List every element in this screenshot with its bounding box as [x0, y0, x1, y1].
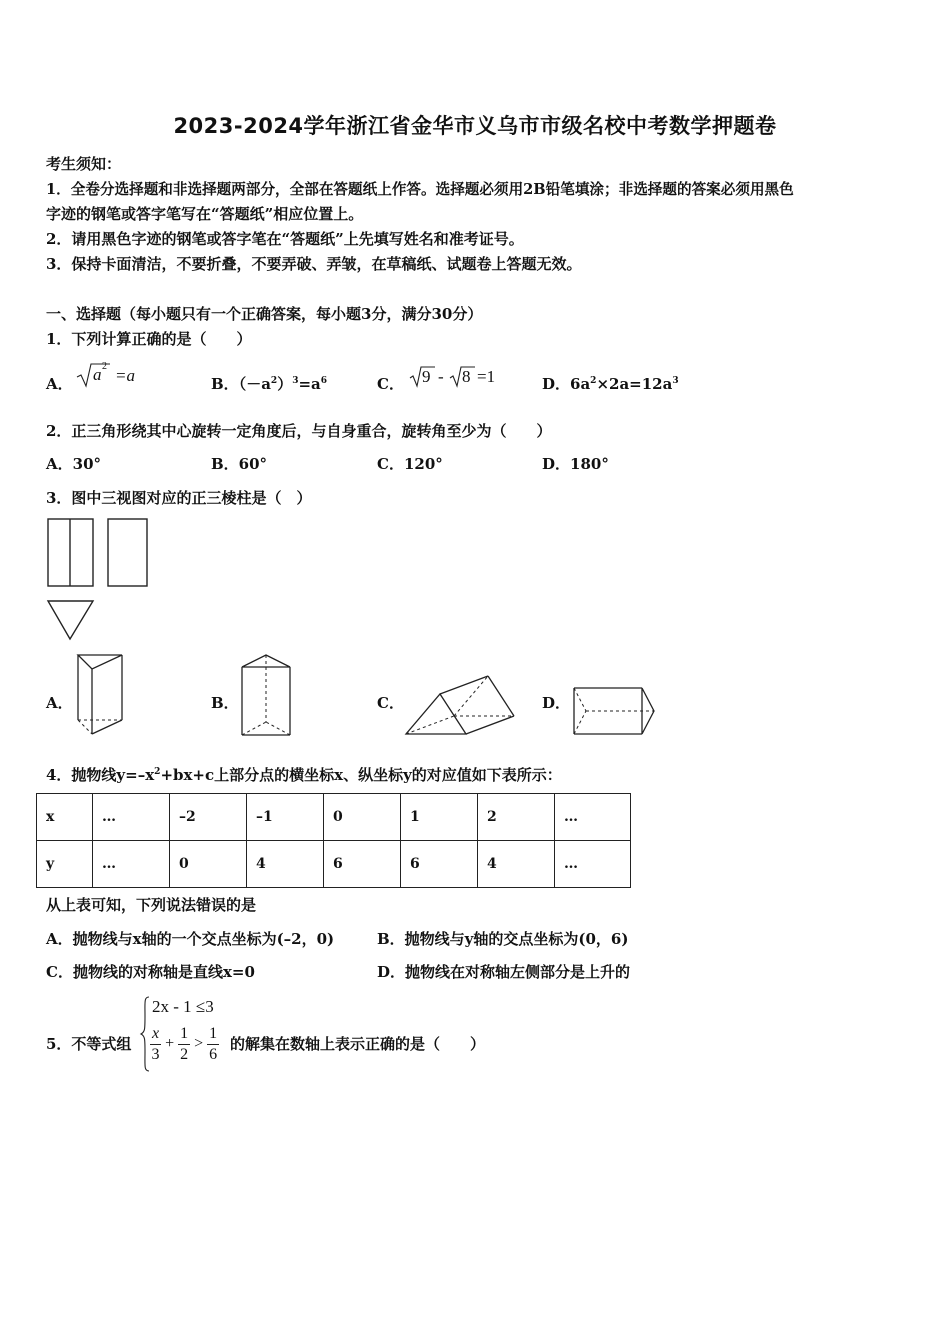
q5-line-2 — [150, 1024, 219, 1065]
notice-line-4: 3．保持卡面清洁，不要折叠，不要弄破、弄皱，在草稿纸、试题卷上答题无效。 — [46, 255, 582, 273]
table-cell: y — [37, 841, 93, 888]
q1-d-label: D． — [542, 375, 571, 393]
table-cell: 4 — [247, 841, 324, 888]
three-view-drawing — [44, 516, 150, 642]
q5-frac-1-den: 3 — [151, 1046, 160, 1063]
q5-frac-2-den: 2 — [180, 1046, 189, 1063]
q1-b-post: =a — [298, 375, 321, 393]
q1-d-exp1: 2 — [590, 376, 597, 386]
q1-d-exp2: 3 — [672, 376, 679, 386]
q4-stem-exp: 2 — [154, 767, 161, 777]
page-title: 2023-2024学年浙江省金华市义乌市市级名校中考数学押题卷 — [173, 114, 777, 138]
q3-option-d-label: D． — [542, 694, 571, 712]
q2-option-c: C．120° — [377, 455, 443, 473]
q5-frac-1-num: x — [150, 1024, 161, 1045]
q4-option-d: D．抛物线在对称轴左侧部分是上升的 — [377, 963, 631, 981]
table-cell: … — [93, 841, 170, 888]
q1-option-d — [542, 373, 679, 394]
q4-value-table — [36, 793, 631, 888]
table-cell: –2 — [170, 794, 247, 841]
q1-d-pre: 6a — [570, 375, 591, 393]
q1-b-mid: ） — [277, 375, 293, 393]
q2-option-a: A．30° — [46, 455, 102, 473]
notice-heading: 考生须知： — [46, 155, 122, 173]
q1-a-math-base: a — [93, 365, 102, 384]
q1-b-exp3: 6 — [320, 376, 328, 386]
q1-a-math-rhs: =a — [115, 366, 135, 385]
table-cell: x — [37, 794, 93, 841]
q5-frac-2 — [178, 1024, 190, 1065]
q1-b-exp1: 2 — [270, 376, 278, 386]
table-row — [37, 794, 631, 841]
table-cell: 0 — [170, 841, 247, 888]
table-cell: 6 — [324, 841, 401, 888]
q5-plus: + — [165, 1035, 175, 1053]
table-cell: 6 — [401, 841, 478, 888]
q5-line-1: 2x - 1 ≤3 — [152, 997, 214, 1016]
q4-follow: 从上表可知，下列说法错误的是 — [46, 896, 257, 914]
q3-option-c-label: C． — [377, 694, 404, 712]
q3-prism-c — [404, 672, 516, 736]
q5-stem-post: 的解集在数轴上表示正确的是（ ） — [230, 1035, 486, 1053]
table-cell: 4 — [478, 841, 555, 888]
q3-option-a-label: A． — [46, 694, 73, 712]
q4-option-a: A．抛物线与x轴的一个交点坐标为(–2，0) — [46, 930, 335, 948]
notice-line-2: 字迹的钢笔或答字笔写在“答题纸”相应位置上。 — [46, 205, 364, 223]
q1-c-minus: - — [438, 367, 444, 386]
q4-stem — [46, 764, 562, 785]
q1-c-rad2: 8 — [462, 367, 471, 386]
q1-option-a-label: A． — [46, 375, 73, 393]
q3-prism-a — [74, 650, 126, 736]
q2-option-d: D．180° — [542, 455, 609, 473]
table-cell: 1 — [401, 794, 478, 841]
q1-option-b — [211, 373, 327, 394]
notice-line-1: 1．全卷分选择题和非选择题两部分，全部在答题纸上作答。选择题必须用2B铅笔填涂；非选择题的答案必须用黑色 — [46, 181, 794, 198]
q2-option-b: B．60° — [211, 455, 268, 473]
q1-c-rad1: 9 — [422, 367, 431, 386]
section-heading: 一、选择题（每小题只有一个正确答案，每小题3分，满分30分） — [46, 305, 483, 323]
table-cell: … — [93, 794, 170, 841]
q5-frac-3-num: 1 — [207, 1024, 219, 1045]
q4-option-c: C．抛物线的对称轴是直线x=0 — [46, 963, 255, 981]
q3-prism-d — [570, 684, 660, 738]
q3-option-b-label: B． — [211, 694, 239, 712]
q1-c-rhs: =1 — [477, 367, 496, 386]
q4-stem-pre: 4．抛物线y=–x — [46, 766, 155, 784]
q1-b-pre: （－a — [238, 375, 271, 393]
table-cell: –1 — [247, 794, 324, 841]
table-cell: 0 — [324, 794, 401, 841]
table-cell: 2 — [478, 794, 555, 841]
table-row — [37, 841, 631, 888]
table-cell: … — [555, 794, 631, 841]
table-cell: … — [555, 841, 631, 888]
q5-gt: > — [194, 1035, 204, 1053]
q2-stem: 2．正三角形绕其中心旋转一定角度后，与自身重合，旋转角至少为（ ） — [46, 422, 552, 440]
q1-a-math-exp: 2 — [102, 361, 107, 372]
q1-option-c-label: C． — [377, 375, 404, 393]
notice-line-3: 2．请用黑色字迹的钢笔或答字笔在“答题纸”上先填写姓名和准考证号。 — [46, 230, 524, 248]
q4-stem-post: +bx+c上部分点的横坐标x、纵坐标y的对应值如下表所示： — [160, 766, 562, 784]
q4-option-b: B．抛物线与y轴的交点坐标为(0，6) — [377, 930, 629, 948]
q5-stem-pre: 5．不等式组 — [46, 1035, 132, 1053]
q1-b-exp2: 3 — [292, 376, 299, 386]
q1-b-label: B． — [211, 375, 239, 393]
q5-system-brace — [140, 996, 150, 1072]
q3-prism-b — [238, 652, 294, 738]
q5-frac-2-num: 1 — [178, 1024, 190, 1045]
q5-frac-1 — [150, 1024, 161, 1065]
q1-stem: 1．下列计算正确的是（ ） — [46, 330, 252, 348]
q1-d-mid: ×2a=12a — [596, 375, 673, 393]
q5-frac-3 — [207, 1024, 219, 1065]
q5-frac-3-den: 6 — [209, 1046, 218, 1063]
q3-stem: 3．图中三视图对应的正三棱柱是（ ） — [46, 489, 312, 507]
